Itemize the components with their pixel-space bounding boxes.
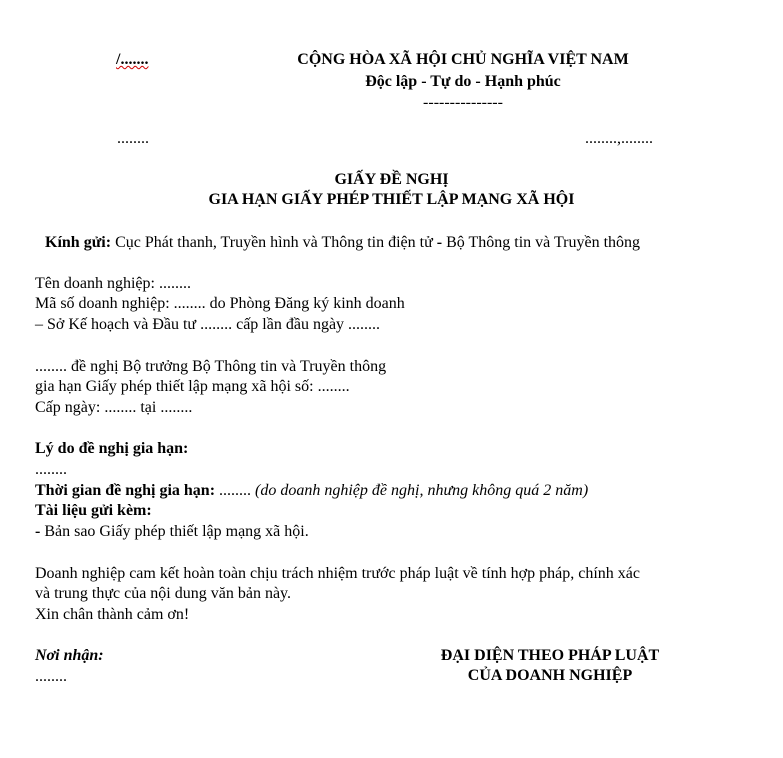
doc-number: ........ bbox=[117, 130, 149, 147]
place-date: ........,........ bbox=[585, 130, 653, 147]
recipients-value: ........ bbox=[35, 668, 67, 685]
recipients-label: Nơi nhận: bbox=[35, 647, 104, 664]
attachments-label: Tài liệu gửi kèm: bbox=[35, 502, 152, 519]
recipient-line bbox=[45, 233, 640, 253]
commitment-line-2: và trung thực của nội dung văn bản này. bbox=[35, 585, 292, 602]
recipient-text-2: Bộ Thông tin và Truyền thông bbox=[442, 234, 641, 251]
doc-title-line2: GIA HẠN GIẤY PHÉP THIẾT LẬP MẠNG XÃ HỘI bbox=[208, 191, 575, 208]
signer-title-line2: CỦA DOANH NGHIỆP bbox=[467, 667, 633, 684]
duration-line bbox=[35, 481, 588, 501]
attachment-text: Bản sao Giấy phép thiết lập mạng xã hội. bbox=[40, 523, 309, 540]
nation-title: CỘNG HÒA XÃ HỘI CHỦ NGHĨA VIỆT NAM bbox=[297, 51, 629, 68]
reason-value: ........ bbox=[35, 461, 67, 478]
attachment-item bbox=[35, 522, 309, 542]
recipient-dash: - bbox=[436, 234, 443, 251]
company-issuer-line: – Sở Kế hoạch và Đầu tư ........ cấp lần đầu ngày ........ bbox=[35, 316, 381, 333]
reason-label: Lý do đề nghị gia hạn: bbox=[35, 440, 189, 457]
org-name: /....... bbox=[116, 51, 149, 68]
request-line-2: gia hạn Giấy phép thiết lập mạng xã hội số: ........ bbox=[35, 378, 350, 395]
duration-value: ........ bbox=[215, 482, 256, 499]
signer-title-line1: ĐẠI DIỆN THEO PHÁP LUẬT bbox=[440, 647, 660, 664]
motto: Độc lập - Tự do - Hạnh phúc bbox=[365, 73, 561, 90]
motto-rule: --------------- bbox=[423, 94, 503, 111]
recipient-text-1: Cục Phát thanh, Truyền hình và Thông tin điện tử bbox=[111, 234, 437, 251]
commitment-line-1: Doanh nghiệp cam kết hoàn toàn chịu trách nhiệm trước pháp luật về tính hợp pháp, chính xác bbox=[35, 565, 640, 582]
duration-note: (do doanh nghiệp đề nghị, nhưng không quá 2 năm) bbox=[255, 482, 589, 499]
recipient-label: Kính gửi: bbox=[45, 234, 112, 251]
attachment-dash: - bbox=[35, 523, 41, 540]
company-tax-line: Mã số doanh nghiệp: ........ do Phòng Đăng ký kinh doanh bbox=[35, 295, 405, 312]
thanks-line: Xin chân thành cảm ơn! bbox=[35, 606, 190, 623]
duration-label: Thời gian đề nghị gia hạn: bbox=[35, 482, 216, 499]
request-line-1: ........ đề nghị Bộ trưởng Bộ Thông tin và Truyền thông bbox=[35, 358, 387, 375]
doc-title-line1: GIẤY ĐỀ NGHỊ bbox=[334, 171, 449, 188]
company-name-line: Tên doanh nghiệp: ........ bbox=[35, 275, 191, 292]
request-line-3: Cấp ngày: ........ tại ........ bbox=[35, 399, 193, 416]
